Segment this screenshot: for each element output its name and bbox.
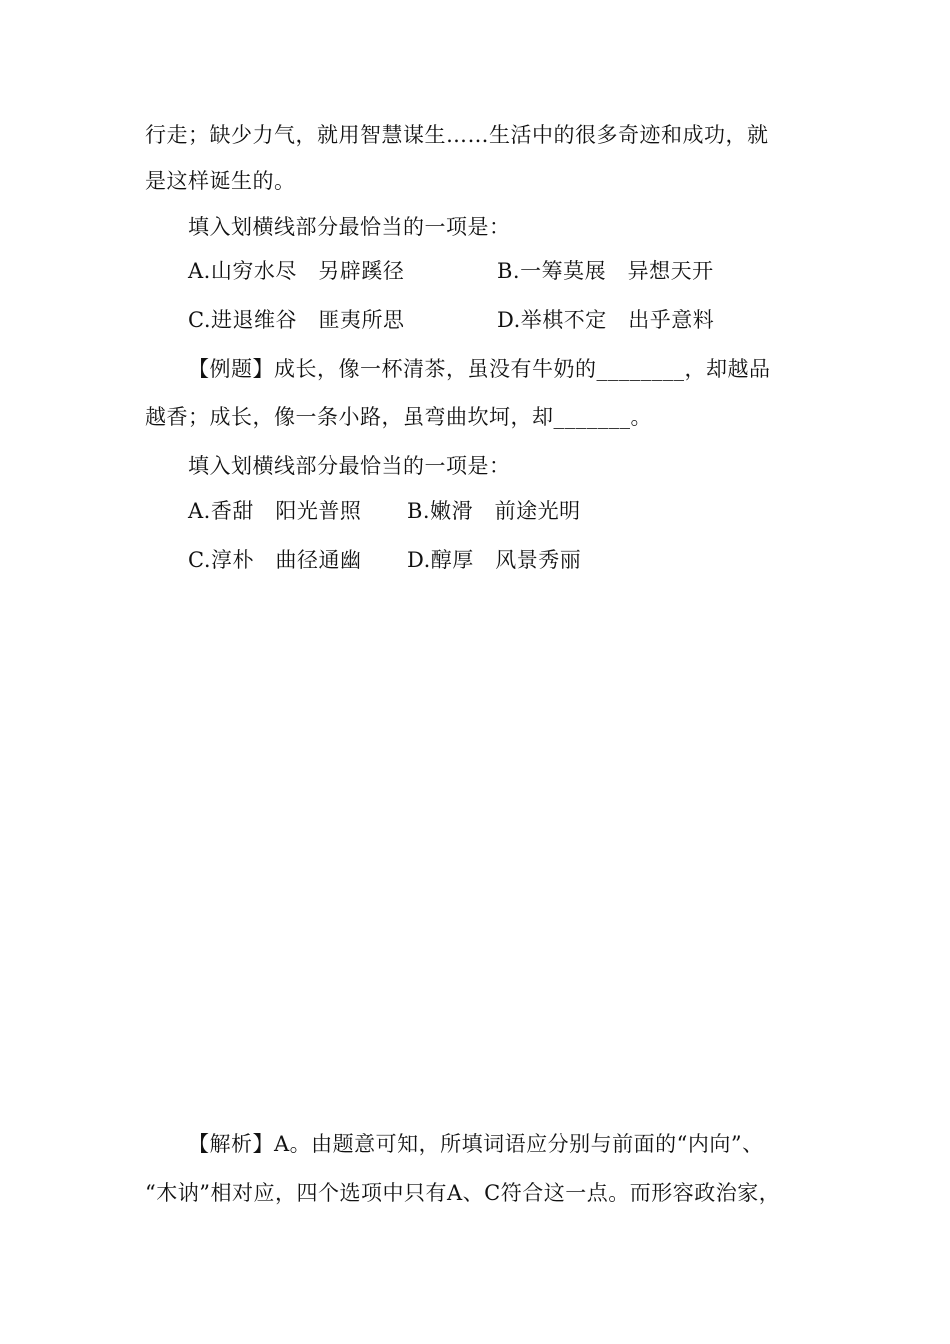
example-line-2: 越香；成长，像一条小路，虽弯曲坎坷，却_______。 xyxy=(145,405,652,429)
paragraph-line-1: 行走；缺少力气，就用智慧谋生……生活中的很多奇迹和成功，就 xyxy=(145,123,769,147)
example-option-b: B.嫩滑 前途光明 xyxy=(407,499,581,523)
option-c: C.进退维谷 匪夷所思 xyxy=(188,308,405,332)
option-a: A.山穷水尽 另辟蹊径 xyxy=(188,259,405,283)
paragraph-line-2: 是这样诞生的。 xyxy=(145,169,296,193)
option-b: B.一筹莫展 异想天开 xyxy=(497,259,714,283)
example-line-1: 【例题】成长，像一杯清茶，虽没有牛奶的________，却越品 xyxy=(188,357,771,381)
option-d: D.举棋不定 出乎意料 xyxy=(497,308,715,332)
example-option-d: D.醇厚 风景秀丽 xyxy=(407,548,582,572)
example-option-c: C.淳朴 曲径通幽 xyxy=(188,548,362,572)
example-prompt: 填入划横线部分最恰当的一项是： xyxy=(188,454,511,478)
analysis-line-1: 【解析】A。由题意可知，所填词语应分别与前面的“内向”、 xyxy=(188,1132,764,1156)
analysis-line-2: “木讷”相对应，四个选项中只有A、C符合这一点。而形容政治家， xyxy=(145,1181,781,1205)
example-option-a: A.香甜 阳光普照 xyxy=(188,499,362,523)
question-prompt: 填入划横线部分最恰当的一项是： xyxy=(188,215,511,239)
